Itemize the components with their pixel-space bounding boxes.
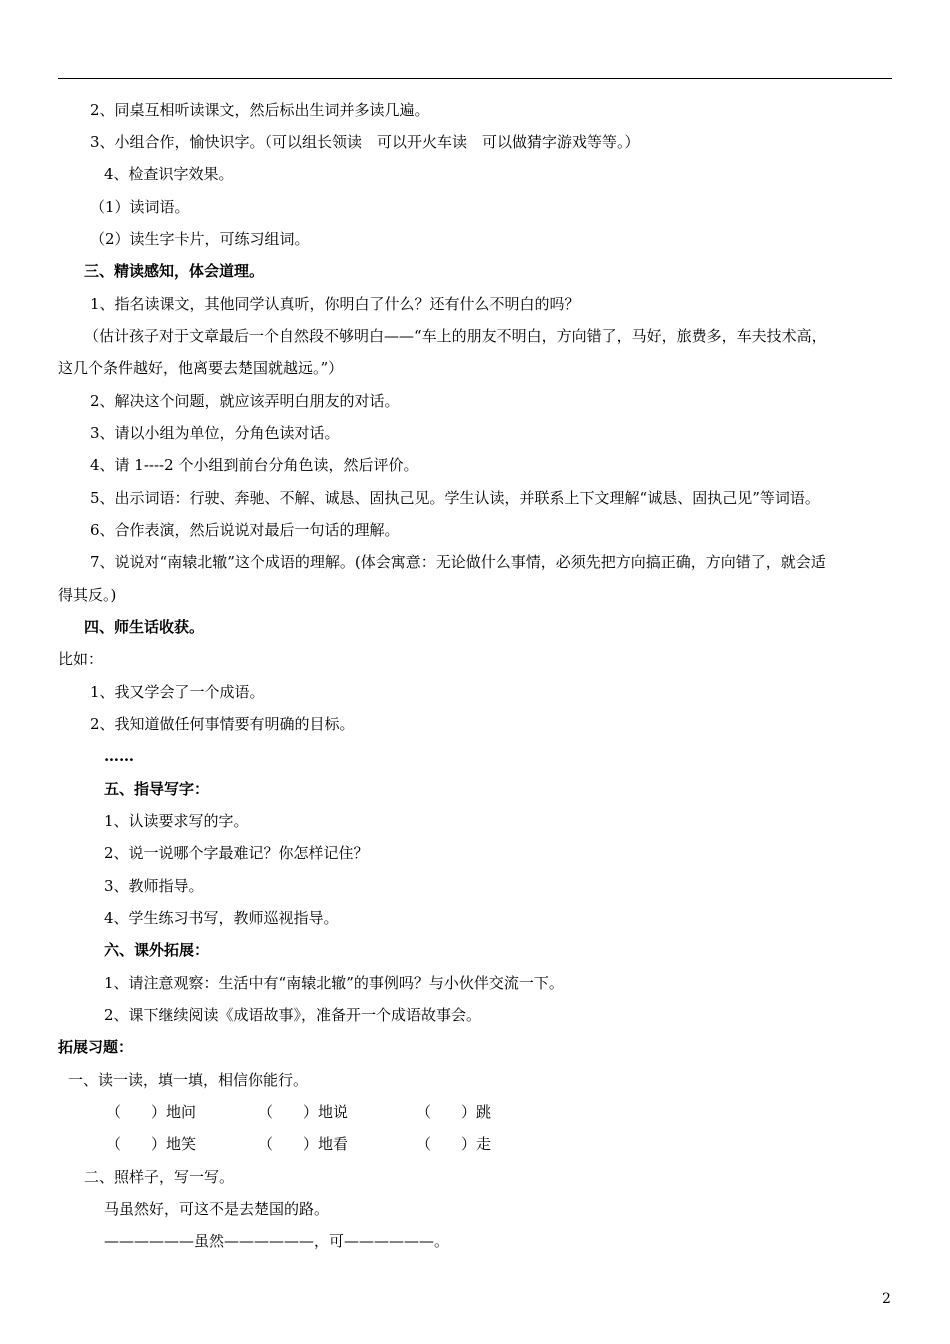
header-rule [58,78,892,79]
fill-blank-item: （ ）走 [416,1135,492,1153]
fill-blank-item: （ ）地说 [258,1103,349,1121]
fill-blank-item: （ ）地看 [258,1135,349,1153]
text-line: 6、合作表演，然后说说对最后一句话的理解。 [90,521,400,539]
text-line: 1、我又学会了一个成语。 [90,683,265,701]
fill-blank-item: （ ）跳 [416,1103,492,1121]
text-line: 2、同桌互相听读课文，然后标出生词并多读几遍。 [90,101,430,119]
section-heading: 三、精读感知，体会道理。 [84,262,265,280]
text-line: （2）读生字卡片，可练习组词。 [90,230,310,248]
text-line: 3、小组合作，愉快识字。（可以组长领读 可以开火车读 可以做猜字游戏等等。） [90,133,640,151]
text-line: 1、请注意观察：生活中有“南辕北辙”的事例吗？与小伙伴交流一下。 [104,974,564,992]
text-line: 1、指名读课文，其他同学认真听，你明白了什么？还有什么不明白的吗？ [90,295,580,313]
section-heading: 四、师生话收获。 [84,618,205,636]
section-heading: 六、课外拓展： [104,941,210,959]
text-line: 二、照样子，写一写。 [84,1168,235,1186]
text-line: 5、出示词语：行驶、奔驰、不解、诚恳、固执己见。学生认读，并联系上下文理解“诚恳、固执己见”等词语。 [90,489,820,507]
text-line: 4、请 1----2 个小组到前台分角色读，然后评价。 [90,456,419,474]
text-line: 这几个条件越好，他离要去楚国就越远。”） [58,359,344,377]
text-line: 马虽然好，可这不是去楚国的路。 [104,1200,330,1218]
exercise-heading: 拓展习题： [58,1038,134,1056]
text-line: ——————虽然——————，可——————。 [104,1232,450,1250]
text-line: 7、说说对“南辕北辙”这个成语的理解。(体会寓意：无论做什么事情，必须先把方向搞正确，方向错了，就会适 [90,553,826,571]
text-line: 2、说一说哪个字最难记？你怎样记住？ [104,844,369,862]
section-heading: 五、指导写字： [104,780,210,798]
text-line: 一、读一读，填一填，相信你能行。 [68,1071,309,1089]
text-line: 2、课下继续阅读《成语故事》，准备开一个成语故事会。 [104,1006,482,1024]
text-line: 4、学生练习书写，教师巡视指导。 [104,909,339,927]
fill-blank-item: （ ）地问 [106,1103,197,1121]
fill-blank-item: （ ）地笑 [106,1135,197,1153]
ellipsis: …… [104,747,134,765]
text-line: （1）读词语。 [90,198,190,216]
text-line: 比如： [58,650,104,668]
text-line: 1、认读要求写的字。 [104,812,249,830]
page-number: 2 [882,1291,891,1307]
text-line: 2、我知道做任何事情要有明确的目标。 [90,715,355,733]
text-line: 4、检查识字效果。 [104,165,234,183]
text-line: 3、请以小组为单位，分角色读对话。 [90,424,340,442]
text-line: 得其反。) [58,586,117,604]
text-line: 3、教师指导。 [104,877,204,895]
text-line: 2、解决这个问题，就应该弄明白朋友的对话。 [90,392,400,410]
text-line: （估计孩子对于文章最后一个自然段不够明白——“车上的朋友不明白，方向错了，马好，旅费多，车夫技术高， [84,327,827,345]
